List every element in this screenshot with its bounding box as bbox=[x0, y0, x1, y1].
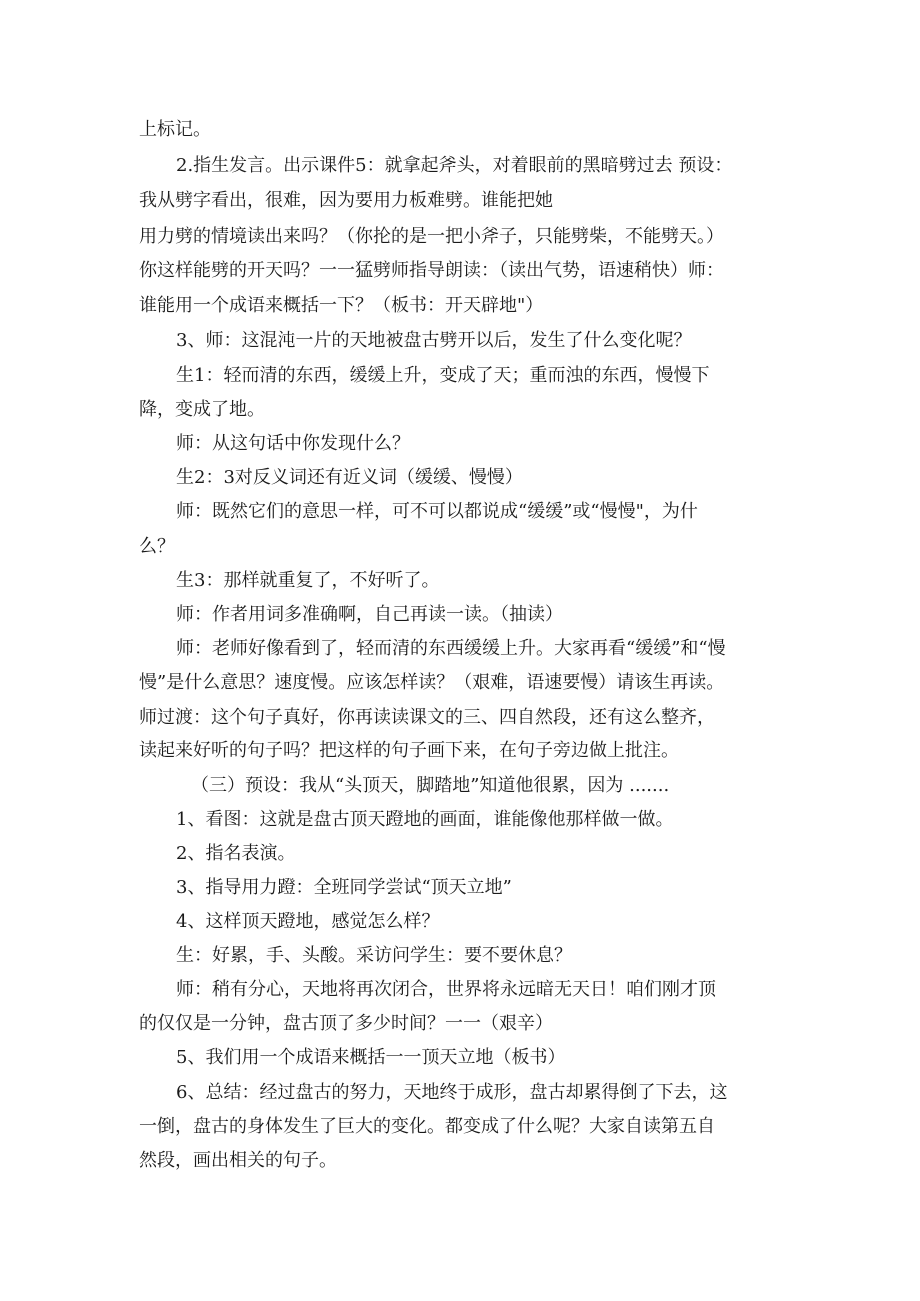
text-line: 你这样能劈的开天吗？一一猛劈师指导朗读：（读出气势，语速稍快）师： bbox=[139, 260, 724, 281]
text-line: 上标记。 bbox=[139, 119, 211, 140]
text-line: 我从劈字看出，很难，因为要用力板难劈。谁能把她 bbox=[139, 190, 553, 211]
text-line: 6、总结：经过盘古的努力，天地终于成形，盘古却累得倒了下去，这 bbox=[176, 1082, 728, 1103]
text-line: 降，变成了地。 bbox=[139, 399, 265, 420]
text-line: 师过渡：这个句子真好，你再读读课文的三、四自然段，还有这么整齐， bbox=[139, 707, 715, 728]
text-line: 3、师：这混沌一片的天地被盘古劈开以后，发生了什么变化呢？ bbox=[176, 330, 692, 351]
text-line: （三）预设：我从“头顶天，脚踏地”知道他很累，因为 ....... bbox=[191, 775, 670, 796]
text-line: 5、我们用一个成语来概括一一顶天立地（板书） bbox=[176, 1047, 566, 1068]
text-line: 师：既然它们的意思一样，可不可以都说成“缓缓”或“慢慢"，为什 bbox=[176, 501, 698, 522]
text-line: 生3：那样就重复了，不好听了。 bbox=[176, 570, 440, 591]
text-line: 3、指导用力蹬：全班同学尝试“顶天立地” bbox=[176, 877, 512, 898]
text-line: 师：从这句话中你发现什么？ bbox=[176, 433, 410, 454]
text-line: 然段，画出相关的句子。 bbox=[139, 1150, 337, 1171]
text-line: 1、看图：这就是盘古顶天蹬地的画面，谁能像他那样做一做。 bbox=[176, 809, 674, 830]
text-line: 一倒，盘古的身体发生了巨大的变化。都变成了什么呢？大家自读第五自 bbox=[139, 1116, 715, 1137]
text-line: 2.指生发言。出示课件5：就拿起斧头，对着眼前的黑暗劈过去 预设： bbox=[176, 155, 733, 176]
text-line: 谁能用一个成语来概括一下？（板书：开天辟地"） bbox=[139, 295, 544, 316]
text-line: 生：好累，手、头酸。采访问学生：要不要休息？ bbox=[176, 945, 572, 966]
text-line: 的仅仅是一分钟，盘古顶了多少时间？一一（艰辛） bbox=[139, 1013, 553, 1034]
text-line: 师：老师好像看到了，轻而清的东西缓缓上升。大家再看“缓缓”和“慢 bbox=[176, 638, 726, 659]
text-line: 师：作者用词多准确啊，自己再读一读。（抽读） bbox=[176, 604, 563, 625]
text-line: 生1：轻而清的东西，缓缓上升，变成了天；重而浊的东西，慢慢下 bbox=[176, 365, 710, 386]
text-line: 用力劈的情境读出来吗？（你抡的是一把小斧子，只能劈柴，不能劈天。） bbox=[139, 226, 724, 247]
text-line: 读起来好听的句子吗？把这样的句子画下来，在句子旁边做上批注。 bbox=[139, 740, 679, 761]
text-line: 慢”是什么意思？速度慢。应该怎样读？（艰难，语速要慢）请该生再读。 bbox=[139, 672, 725, 693]
text-line: 么？ bbox=[139, 536, 175, 557]
text-line: 4、这样顶天蹬地，感觉怎么样？ bbox=[176, 911, 440, 932]
text-line: 生2：3对反义词还有近义词（缓缓、慢慢） bbox=[176, 467, 523, 488]
text-line: 2、指名表演。 bbox=[176, 843, 296, 864]
text-line: 师：稍有分心，天地将再次闭合，世界将永远暗无天日！咱们刚才顶 bbox=[176, 979, 716, 1000]
